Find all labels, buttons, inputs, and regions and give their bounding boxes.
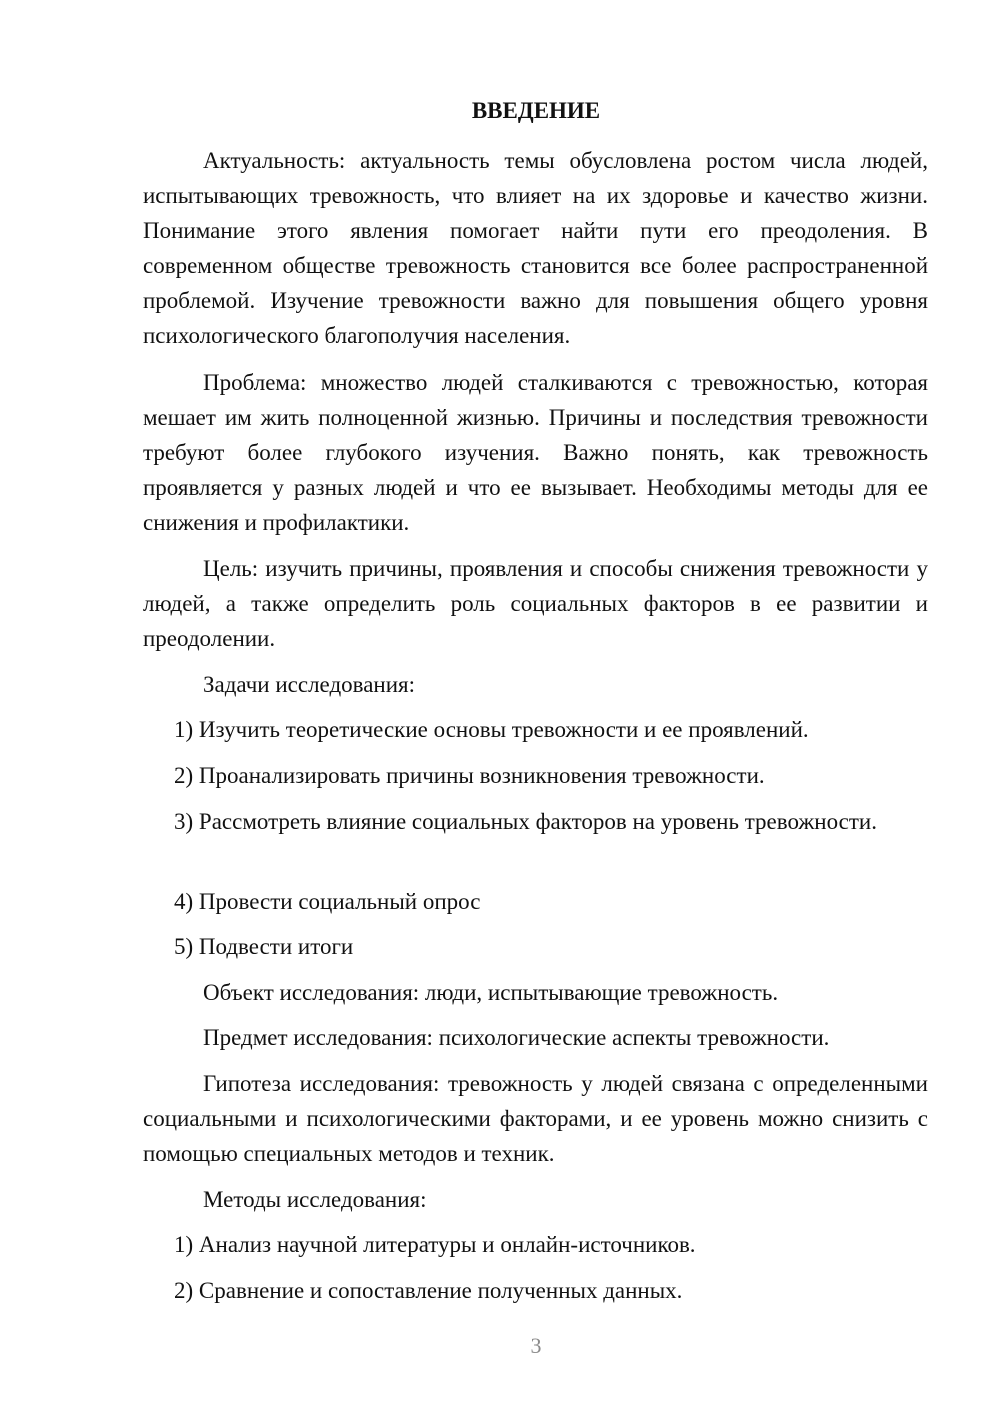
hypothesis-paragraph: Гипотеза исследования: тревожность у людей связана с определенными социальными и психологическими факторами, и ее уровень можно снизить с помощью специальных методов и техник. (143, 1071, 928, 1166)
problem-paragraph: Проблема: множество людей сталкиваются с тревожностью, которая мешает им жить полноценной жизнью. Причины и последствия тревожности требуют более глубокого изучения. Важно понять, как тревожность проявляется у разных людей и что ее вызывает. Необходимы методы для ее снижения и профилактики. (143, 370, 928, 535)
task-item: 4) Провести социальный опрос (174, 889, 481, 914)
task-item: 3) Рассмотреть влияние социальных факторов на уровень тревожности. (174, 809, 877, 834)
goal-paragraph: Цель: изучить причины, проявления и способы снижения тревожности у людей, а также определить роль социальных факторов в ее развитии и преодолении. (143, 556, 928, 651)
task-item: 5) Подвести итоги (174, 934, 354, 959)
tasks-heading: Задачи исследования: (203, 672, 416, 697)
methods-heading: Методы исследования: (203, 1187, 427, 1212)
object-paragraph: Объект исследования: люди, испытывающие тревожность. (203, 980, 779, 1005)
section-title: ВВЕДЕНИЕ (471, 98, 601, 123)
relevance-paragraph: Актуальность: актуальность темы обусловлена ростом числа людей, испытывающих тревожность, что влияет на их здоровье и качество жизни. Понимание этого явления помогает найти пути его преодоления. В современном обществе тревожность становится все более распространенной проблемой. Изучение тревожности важно для повышения общего уровня психологического благополучия населения. (143, 148, 928, 348)
task-item: 1) Изучить теоретические основы тревожности и ее проявлений. (174, 717, 809, 742)
task-item: 2) Проанализировать причины возникновения тревожности. (174, 763, 765, 788)
method-item: 1) Анализ научной литературы и онлайн-источников. (174, 1232, 696, 1257)
method-item: 2) Сравнение и сопоставление полученных данных. (174, 1278, 683, 1303)
page-number: 3 (530, 1333, 542, 1358)
subject-paragraph: Предмет исследования: психологические аспекты тревожности. (203, 1025, 830, 1050)
